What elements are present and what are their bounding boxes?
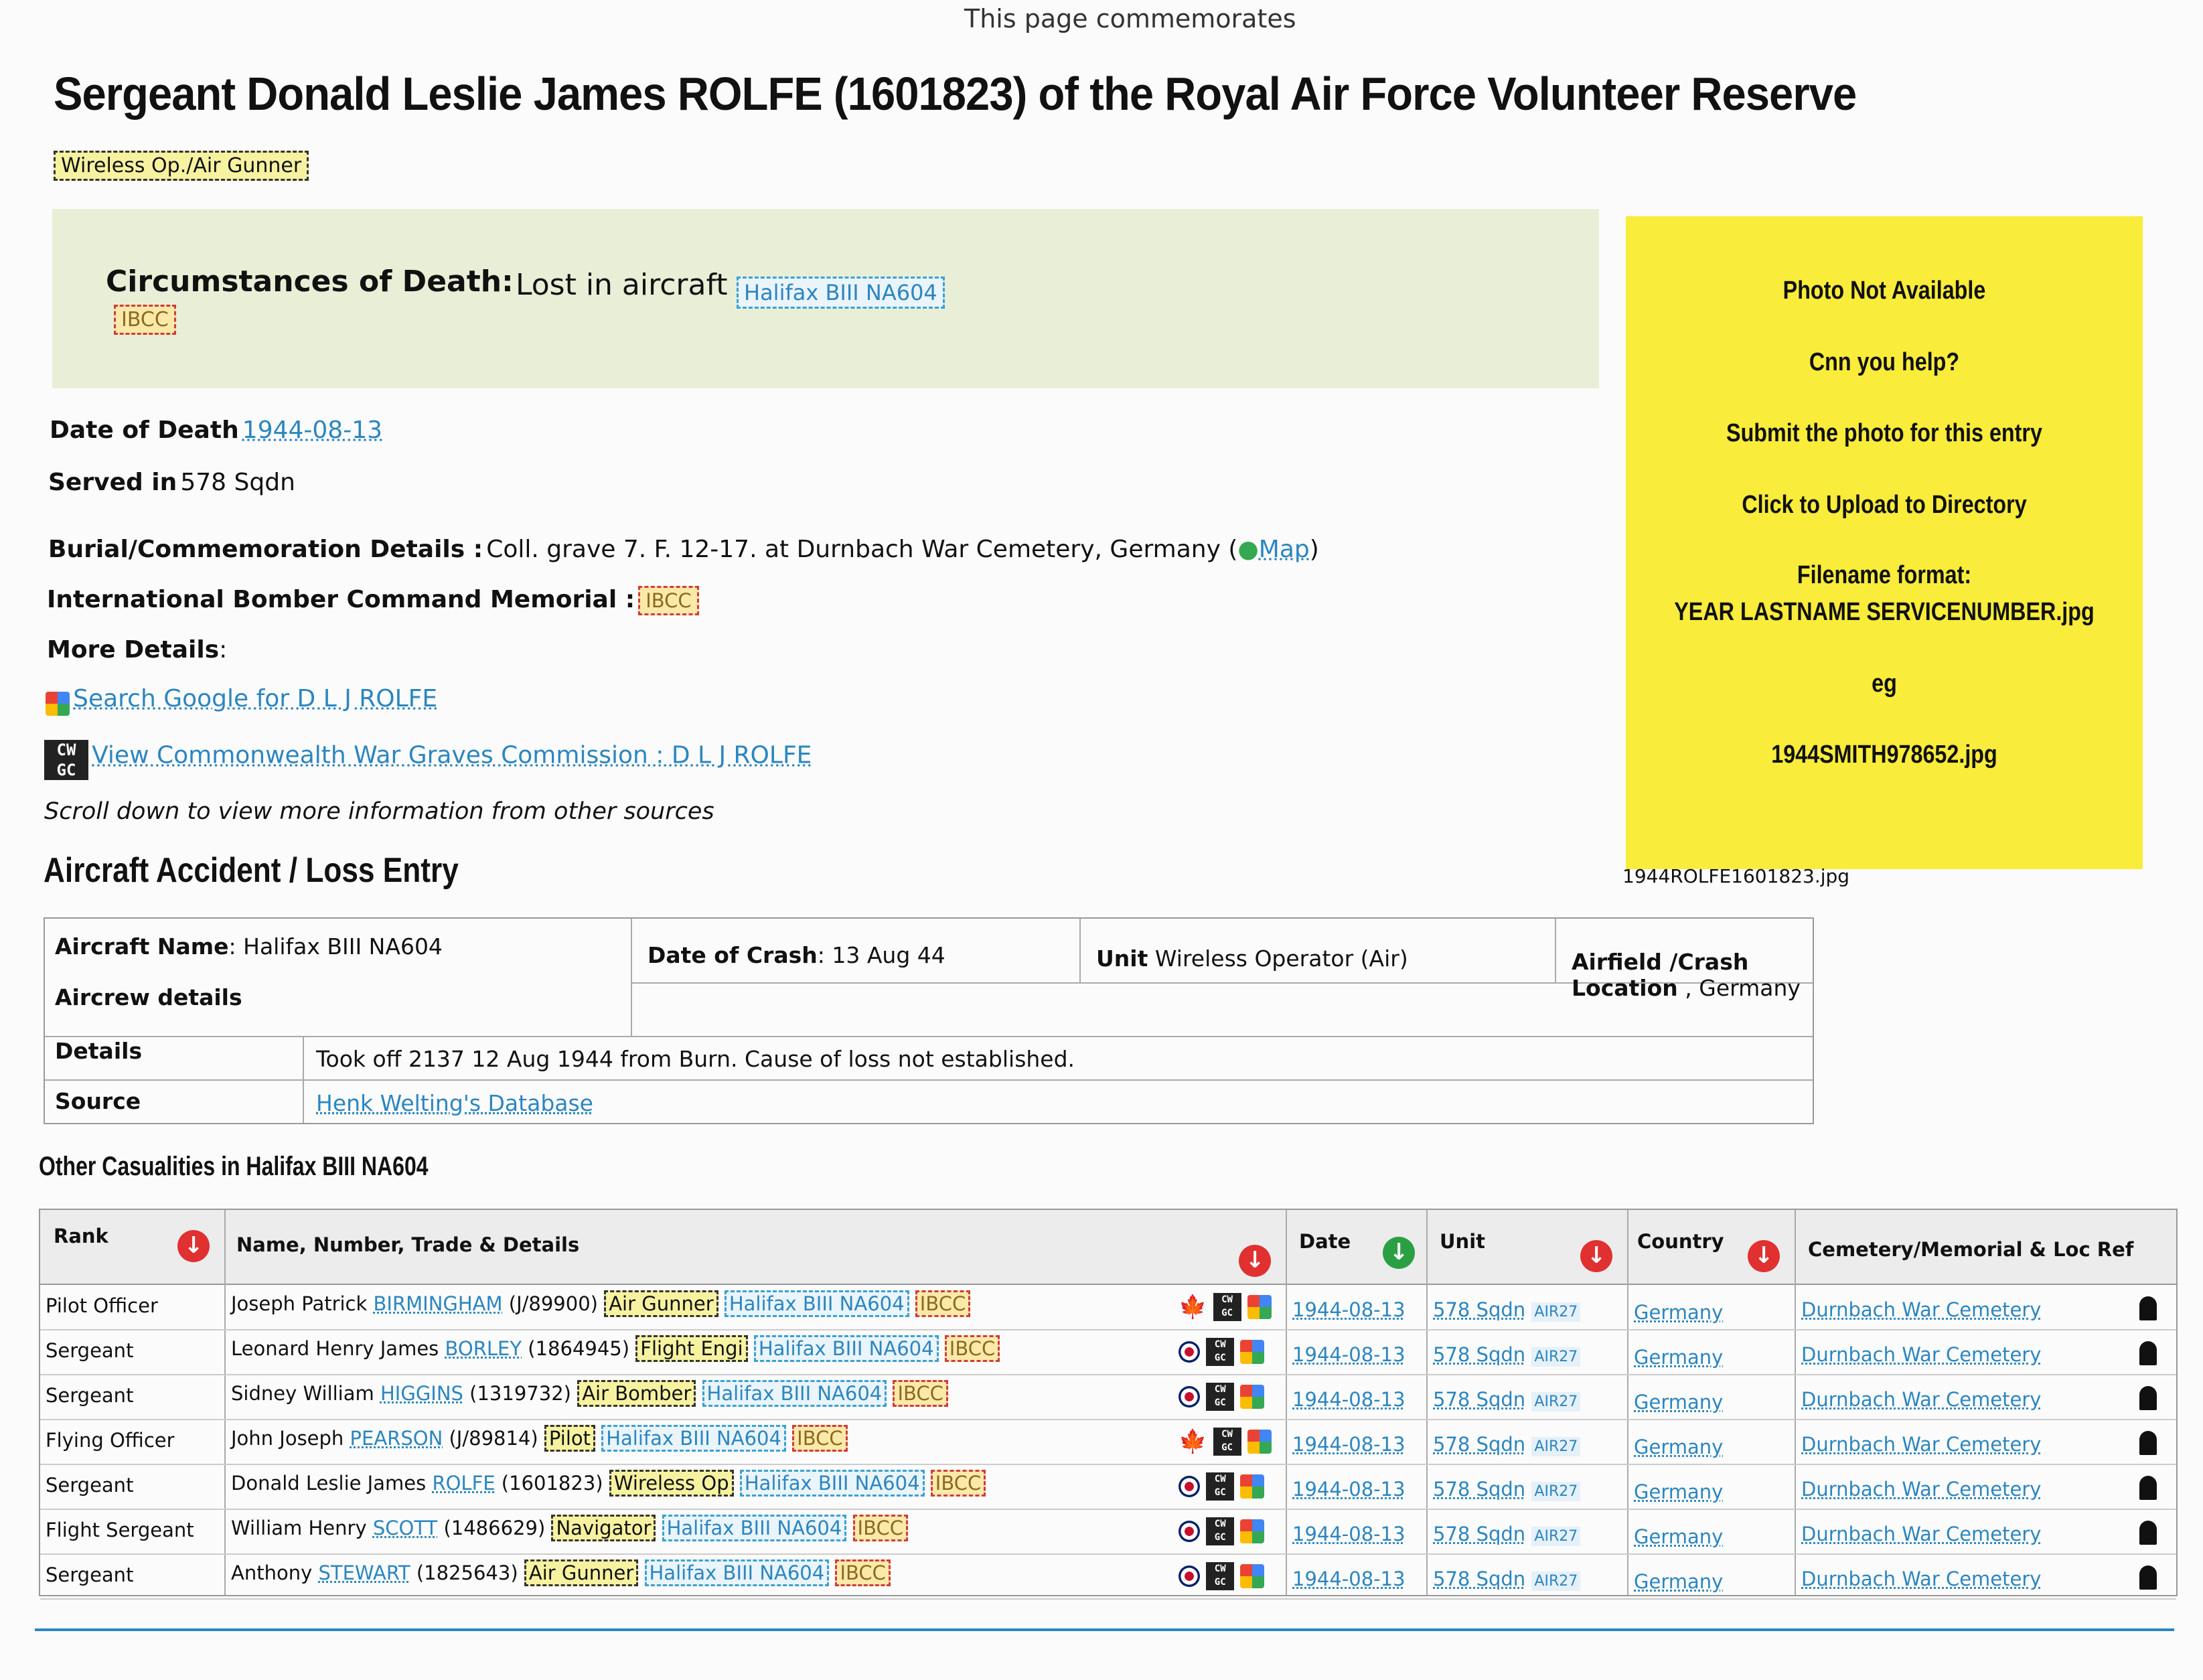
air27-link[interactable]: AIR27 bbox=[1531, 1302, 1580, 1322]
air27-link[interactable]: AIR27 bbox=[1531, 1392, 1580, 1411]
rank-cell: Pilot Officer bbox=[46, 1294, 158, 1317]
photo-line: Photo Not Available bbox=[1782, 277, 1986, 305]
raf-roundel-icon bbox=[1179, 1476, 1200, 1497]
air27-link[interactable]: AIR27 bbox=[1531, 1347, 1580, 1367]
accident-table bbox=[44, 917, 1814, 1124]
country-link[interactable]: Germany bbox=[1634, 1480, 1724, 1503]
unit-link[interactable]: 578 Sqdn bbox=[1433, 1523, 1526, 1545]
casualties-table bbox=[39, 1209, 2178, 1596]
photo-line: Cnn you help? bbox=[1809, 348, 1960, 376]
col-unit[interactable]: Unit bbox=[1440, 1230, 1485, 1253]
country-link[interactable]: Germany bbox=[1634, 1436, 1724, 1458]
unit-cell: Unit Wireless Operator (Air) bbox=[1096, 945, 1408, 972]
country-link[interactable]: Germany bbox=[1634, 1346, 1724, 1369]
casualties-header bbox=[40, 1210, 2176, 1285]
date-of-death: Date of Death 1944-08-13 bbox=[50, 416, 383, 444]
trade-tag: Navigator bbox=[551, 1515, 656, 1541]
aircraft-tag-link[interactable]: Halifax BIII NA604 bbox=[601, 1425, 786, 1452]
trade-tag: Flight Engi bbox=[635, 1335, 747, 1362]
table-row bbox=[40, 1284, 2176, 1330]
date-link[interactable]: 1944-08-13 bbox=[1292, 1433, 1406, 1456]
trade-tag: Air Bomber bbox=[577, 1380, 696, 1407]
unit-link[interactable]: 578 Sqdn bbox=[1433, 1388, 1526, 1411]
map-pin-icon: ● bbox=[1237, 536, 1259, 563]
aircrew-details-label: Aircrew details bbox=[55, 984, 242, 1010]
country-link[interactable]: Germany bbox=[1634, 1570, 1724, 1593]
ibcc-tag-link[interactable]: IBCC bbox=[915, 1290, 970, 1317]
map-link[interactable]: Map bbox=[1258, 536, 1310, 563]
other-casualties-heading: Other Casualities in Halifax BIII NA604 bbox=[39, 1152, 429, 1181]
cemetery-link[interactable]: Durnbach War Cemetery bbox=[1801, 1523, 2042, 1545]
surname-link[interactable]: STEWART bbox=[318, 1561, 410, 1584]
circumstances-label: Circumstances of Death: bbox=[106, 264, 514, 299]
cemetery-link[interactable]: Durnbach War Cemetery bbox=[1801, 1343, 2042, 1366]
ibcc-tag-link[interactable]: IBCC bbox=[893, 1380, 947, 1407]
date-link[interactable]: 1944-08-13 bbox=[1292, 1388, 1406, 1411]
rank-cell: Flight Sergeant bbox=[46, 1519, 194, 1541]
google-search-link[interactable]: Search Google for D L J ROLFE bbox=[73, 685, 438, 712]
trade-tag: Wireless Op bbox=[609, 1470, 734, 1497]
cwgc-icon: CW GC bbox=[44, 740, 88, 780]
photo-line: YEAR LASTNAME SERVICENUMBER.jpg bbox=[1674, 598, 2095, 626]
name-cell: Anthony STEWART (1825643) Air Gunner Halifax BIII NA604 IBCC bbox=[231, 1559, 891, 1586]
name-cell: Joseph Patrick BIRMINGHAM (J/89900) Air Gunner Halifax BIII NA604 IBCC bbox=[231, 1290, 970, 1317]
more-details: More Details: bbox=[47, 636, 228, 664]
aircraft-tag-link[interactable]: Halifax BIII NA604 bbox=[754, 1335, 939, 1362]
unit-cell bbox=[1433, 1298, 1580, 1321]
unit-cell bbox=[1433, 1433, 1580, 1456]
canada-flag-icon: 🍁 bbox=[1179, 1428, 1207, 1455]
raf-roundel-icon bbox=[1179, 1341, 1200, 1363]
google-icon[interactable] bbox=[1240, 1474, 1264, 1499]
cwgc-icon[interactable]: CW GC bbox=[1206, 1338, 1234, 1366]
grave-icon[interactable] bbox=[2139, 1296, 2157, 1320]
raf-roundel-icon bbox=[1179, 1521, 1200, 1542]
unit-cell bbox=[1433, 1523, 1580, 1545]
date-link[interactable]: 1944-08-13 bbox=[1292, 1568, 1406, 1590]
grave-icon[interactable] bbox=[2139, 1520, 2157, 1545]
sort-down-icon[interactable]: ↓ bbox=[177, 1230, 210, 1262]
burial-details: Burial/Commemoration Details : Coll. grave 7. F. 12-17. at Durnbach War Cemetery, Germany (●Map) bbox=[48, 536, 1319, 563]
icon-group bbox=[1179, 1517, 1264, 1545]
date-link[interactable]: 1944-08-13 bbox=[1292, 1523, 1406, 1545]
raf-roundel-icon bbox=[1179, 1386, 1200, 1407]
air27-link[interactable]: AIR27 bbox=[1531, 1572, 1580, 1591]
details-value: Took off 2137 12 Aug 1944 from Burn. Cause of loss not established. bbox=[316, 1046, 1075, 1072]
cwgc-icon[interactable]: CW GC bbox=[1206, 1562, 1234, 1590]
ibcc-tag-link[interactable]: IBCC bbox=[853, 1515, 908, 1541]
table-row bbox=[40, 1508, 2176, 1555]
photo-line: Submit the photo for this entry bbox=[1726, 419, 2042, 447]
unit-link[interactable]: 578 Sqdn bbox=[1433, 1343, 1526, 1366]
grave-icon[interactable] bbox=[2139, 1565, 2157, 1590]
table-row bbox=[40, 1373, 2176, 1420]
trade-tag: Air Gunner bbox=[604, 1290, 718, 1317]
country-link[interactable]: Germany bbox=[1634, 1391, 1724, 1414]
icon-group bbox=[1179, 1472, 1264, 1501]
country-link[interactable]: Germany bbox=[1634, 1301, 1724, 1324]
icon-group bbox=[1179, 1293, 1272, 1321]
sort-down-icon[interactable]: ↓ bbox=[1383, 1237, 1415, 1269]
raf-roundel-icon bbox=[1179, 1566, 1200, 1587]
surname-link[interactable]: BIRMINGHAM bbox=[373, 1292, 503, 1315]
unit-cell bbox=[1433, 1568, 1580, 1590]
photo-filename-caption: 1944ROLFE1601823.jpg bbox=[1622, 865, 1850, 887]
cwgc-icon[interactable]: CW GC bbox=[1206, 1517, 1234, 1545]
scroll-note: Scroll down to view more information from other sources bbox=[44, 798, 714, 825]
unit-cell bbox=[1433, 1478, 1580, 1501]
source-label: Source bbox=[55, 1088, 141, 1114]
surname-link[interactable]: ROLFE bbox=[432, 1472, 496, 1495]
icon-group bbox=[1179, 1562, 1264, 1590]
cemetery-link[interactable]: Durnbach War Cemetery bbox=[1801, 1298, 2042, 1321]
date-of-crash-cell: Date of Crash: 13 Aug 44 bbox=[648, 942, 945, 968]
unit-link[interactable]: 578 Sqdn bbox=[1433, 1298, 1526, 1321]
google-icon[interactable] bbox=[1240, 1564, 1264, 1588]
table-row bbox=[40, 1418, 2176, 1465]
rank-cell: Flying Officer bbox=[46, 1429, 175, 1452]
grave-icon[interactable] bbox=[2139, 1475, 2157, 1500]
cemetery-link[interactable]: Durnbach War Cemetery bbox=[1801, 1388, 2042, 1411]
ibcc-tag-link[interactable]: IBCC bbox=[114, 305, 176, 335]
date-link[interactable]: 1944-08-13 bbox=[1292, 1298, 1406, 1321]
country-link[interactable]: Germany bbox=[1634, 1525, 1724, 1548]
air27-link[interactable]: AIR27 bbox=[1531, 1437, 1580, 1456]
col-date[interactable]: Date bbox=[1299, 1230, 1351, 1253]
ibcc-tag-link[interactable]: IBCC bbox=[835, 1559, 890, 1586]
aircraft-name-cell: Aircraft Name: Halifax BIII NA604 bbox=[55, 933, 443, 960]
upload-link[interactable]: Click to Upload to Directory bbox=[1742, 491, 2027, 519]
ibcc-tag-link[interactable]: IBCC bbox=[931, 1470, 986, 1497]
unit-cell bbox=[1433, 1343, 1580, 1366]
cwgc-icon[interactable]: CW GC bbox=[1206, 1383, 1234, 1411]
sort-down-icon[interactable]: ↓ bbox=[1748, 1240, 1780, 1272]
grave-icon[interactable] bbox=[2139, 1341, 2157, 1365]
unit-link[interactable]: 578 Sqdn bbox=[1433, 1433, 1526, 1456]
name-cell: Sidney William HIGGINS (1319732) Air Bomber Halifax BIII NA604 IBCC bbox=[231, 1380, 948, 1407]
cwgc-row[interactable] bbox=[44, 740, 812, 780]
photo-upload-box[interactable] bbox=[1626, 216, 2143, 869]
name-cell: Leonard Henry James BORLEY (1864945) Flight Engi Halifax BIII NA604 IBCC bbox=[231, 1335, 1000, 1362]
name-cell: John Joseph PEARSON (J/89814) Pilot Halifax BIII NA604 IBCC bbox=[231, 1425, 848, 1452]
table-row bbox=[40, 1553, 2176, 1600]
google-icon bbox=[46, 692, 70, 716]
aircraft-tag-link[interactable]: Halifax BIII NA604 bbox=[702, 1380, 887, 1407]
surname-link[interactable]: PEARSON bbox=[350, 1427, 443, 1450]
icon-group bbox=[1179, 1428, 1272, 1456]
bottom-divider bbox=[35, 1628, 2174, 1631]
ibcc-tag-link[interactable]: IBCC bbox=[792, 1425, 847, 1452]
name-cell: Donald Leslie James ROLFE (1601823) Wireless Op Halifax BIII NA604 IBCC bbox=[231, 1470, 986, 1497]
unit-cell bbox=[1433, 1388, 1580, 1411]
aircraft-tag-link[interactable]: Halifax BIII NA604 bbox=[737, 277, 945, 309]
col-name[interactable]: Name, Number, Trade & Details bbox=[236, 1233, 580, 1256]
table-row bbox=[40, 1328, 2176, 1375]
table-row bbox=[40, 1463, 2176, 1510]
grave-icon[interactable] bbox=[2139, 1385, 2157, 1410]
grave-icon[interactable] bbox=[2139, 1430, 2157, 1455]
date-link[interactable]: 1944-08-13 bbox=[1292, 1343, 1406, 1366]
rank-cell: Sergeant bbox=[46, 1474, 134, 1497]
aircraft-tag-link[interactable]: Halifax BIII NA604 bbox=[662, 1515, 847, 1541]
cwgc-icon[interactable]: CW GC bbox=[1213, 1293, 1241, 1321]
airfield-cell: Airfield /Crash Location , Germany bbox=[1572, 949, 1801, 1001]
date-link[interactable]: 1944-08-13 bbox=[1292, 1478, 1406, 1501]
ibcc-tag-link[interactable]: IBCC bbox=[945, 1335, 1000, 1362]
cwgc-icon[interactable]: CW GC bbox=[1206, 1472, 1234, 1501]
rank-cell: Sergeant bbox=[46, 1563, 134, 1586]
surname-link[interactable]: SCOTT bbox=[372, 1517, 438, 1539]
surname-link[interactable]: BORLEY bbox=[445, 1337, 522, 1360]
cemetery-link[interactable]: Durnbach War Cemetery bbox=[1801, 1478, 2042, 1501]
rank-cell: Sergeant bbox=[46, 1339, 134, 1362]
circumstances-value: Lost in aircraft bbox=[516, 268, 728, 302]
aircraft-tag-link[interactable]: Halifax BIII NA604 bbox=[740, 1470, 925, 1497]
aircraft-tag-link[interactable]: Halifax BIII NA604 bbox=[645, 1559, 830, 1586]
served-in: Served in 578 Sqdn bbox=[48, 469, 295, 496]
photo-line: Filename format: bbox=[1797, 561, 1972, 589]
trade-tag: Pilot bbox=[544, 1425, 595, 1452]
col-rank[interactable]: Rank bbox=[54, 1225, 108, 1247]
icon-group bbox=[1179, 1383, 1264, 1411]
icon-group bbox=[1179, 1338, 1264, 1366]
accident-heading: Aircraft Accident / Loss Entry bbox=[44, 851, 459, 890]
rank-cell: Sergeant bbox=[46, 1384, 134, 1407]
name-cell: William Henry SCOTT (1486629) Navigator Halifax BIII NA604 IBCC bbox=[231, 1515, 908, 1541]
cwgc-icon[interactable]: CW GC bbox=[1213, 1428, 1241, 1456]
air27-link[interactable]: AIR27 bbox=[1531, 1482, 1580, 1501]
surname-link[interactable]: HIGGINS bbox=[380, 1382, 463, 1405]
cemetery-link[interactable]: Durnbach War Cemetery bbox=[1801, 1568, 2042, 1590]
sort-down-icon[interactable]: ↓ bbox=[1580, 1240, 1612, 1272]
ibcm-row: International Bomber Command Memorial : IBCC bbox=[47, 586, 699, 615]
trade-tag: Wireless Op./Air Gunner bbox=[54, 151, 309, 181]
google-icon[interactable] bbox=[1247, 1295, 1272, 1319]
photo-line: eg bbox=[1872, 670, 1897, 698]
source-link[interactable]: Henk Welting's Database bbox=[316, 1090, 593, 1116]
trade-tag: Air Gunner bbox=[524, 1559, 638, 1586]
air27-link[interactable]: AIR27 bbox=[1531, 1527, 1580, 1546]
sort-down-icon[interactable]: ↓ bbox=[1239, 1245, 1271, 1277]
details-label: Details bbox=[55, 1038, 143, 1064]
google-icon[interactable] bbox=[1240, 1385, 1264, 1409]
google-search-row[interactable] bbox=[46, 685, 437, 716]
page-title: Sergeant Donald Leslie James ROLFE (1601823) of the Royal Air Force Volunteer Reserve bbox=[54, 68, 1857, 120]
col-cemetery[interactable]: Cemetery/Memorial & Loc Ref bbox=[1808, 1238, 2134, 1261]
unit-link[interactable]: 578 Sqdn bbox=[1433, 1568, 1526, 1590]
unit-link[interactable]: 578 Sqdn bbox=[1433, 1478, 1526, 1501]
google-icon[interactable] bbox=[1247, 1430, 1272, 1454]
col-country[interactable]: Country bbox=[1637, 1230, 1724, 1253]
canada-flag-icon: 🍁 bbox=[1179, 1294, 1207, 1320]
intro-text-cut: This page commemorates bbox=[964, 4, 1296, 33]
photo-line: 1944SMITH978652.jpg bbox=[1771, 741, 1997, 769]
google-icon[interactable] bbox=[1240, 1519, 1264, 1543]
cemetery-link[interactable]: Durnbach War Cemetery bbox=[1801, 1433, 2042, 1456]
cwgc-link[interactable]: View Commonwealth War Graves Commission : D L J ROLFE bbox=[92, 741, 812, 769]
date-of-death-link[interactable]: 1944-08-13 bbox=[242, 416, 383, 444]
google-icon[interactable] bbox=[1240, 1340, 1264, 1364]
ibcm-ibcc-link[interactable]: IBCC bbox=[638, 586, 698, 615]
aircraft-tag-link[interactable]: Halifax BIII NA604 bbox=[725, 1290, 909, 1317]
